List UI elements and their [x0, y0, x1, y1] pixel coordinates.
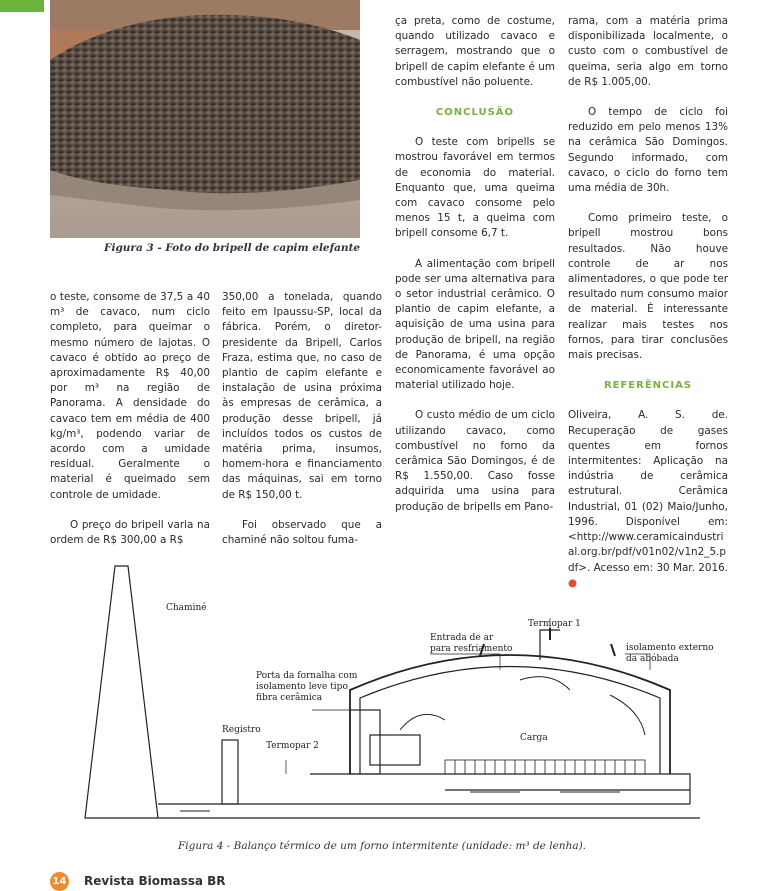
flow-arrows	[180, 677, 645, 811]
bripell-photo	[50, 0, 360, 238]
section-heading-conclusao: CONCLUSÃO	[435, 107, 515, 119]
paragraph: rama, com a matéria prima disponibilizada localmente, o custo com o combustível de queima, seria algo em torno de R$ 1.005,00.	[568, 15, 728, 88]
load-grid	[445, 760, 645, 774]
figure4-caption: Figura 4 - Balanço térmico de um forno intermitente (unidade: m³ de lenha).	[178, 840, 587, 852]
paragraph: Como primeiro teste, o bripell mostrou bons resultados. Não houve controle de ar nos alimentadores, o que pode ter resultado num consumo maior de material. É interessante realizar mais testes nos fornos, para tirar conclusões mais precisas.	[568, 212, 728, 362]
text-column-3	[395, 14, 555, 515]
register-shape	[222, 740, 238, 804]
label-door: Porta da fornalha com	[256, 671, 358, 681]
label-air-inlet: Entrada de ar	[430, 633, 494, 643]
paragraph: O preço do bripell varia na ordem de R$ 300,00 a R$	[50, 518, 210, 547]
page-number: 14	[50, 872, 69, 891]
label-door-2: isolamento leve tipo	[256, 682, 348, 692]
paragraph: O tempo de ciclo foi reduzido em pelo menos 13% na cerâmica São Domingos. Segundo informado, com cavaco, o ciclo do forno tem uma média de 30h.	[568, 106, 728, 195]
label-insulation-2: da abóbada	[626, 654, 679, 664]
label-register: Registro	[222, 725, 261, 735]
figure3-caption: Figura 3 - Foto do bripell de capim elefante	[104, 242, 361, 254]
section-color-tab	[0, 0, 44, 12]
end-mark: ●	[568, 576, 578, 589]
text-column-4	[568, 14, 728, 591]
kiln-diagram	[50, 560, 728, 838]
reference-text: Oliveira, A. S. de. Recuperação de gases quentes em fornos intermitentes: Aplicação na indústria de cerâmica estrutural. Cerâmica Industrial, 01 (02) Maio/Junho, 1996. Disponível em: <http://www.ceramicaindustrial.org.br/pdf/v01n02/v1n2_5.pdf>. Acesso em: 30 Mar. 2016.	[568, 409, 728, 574]
section-heading-referencias: REFERÊNCIAS	[603, 380, 693, 392]
label-air-inlet-2: para resfriamento	[430, 644, 513, 654]
magazine-name: Revista Biomassa BR	[84, 874, 226, 888]
kiln-vault	[350, 655, 670, 774]
label-thermocouple-2: Termopar 2	[266, 741, 319, 751]
paragraph: Foi observado que a chaminé não soltou fuma-	[222, 518, 382, 547]
paragraph: 350,00 a tonelada, quando feito em Ipaussu-SP, local da fábrica. Porém, o diretor-presidente da Bripell, Carlos Fraza, estima que, no caso de plantio de capim elefante e instalação de usina próxima às empresas de cerâmica, a produção desse bripell, já incluídos todos os custos de matéria prima, insumos, homem-hora e financiamento das máquinas, sai em torno de R$ 150,00 t.	[222, 291, 382, 501]
paragraph: ça preta, como de costume, quando utilizado cavaco e serragem, mostrando que o bripell de capim elefante é um combustível não poluente.	[395, 15, 555, 88]
paragraph: A alimentação com bripell pode ser uma alternativa para o setor industrial cerâmico. O plantio de capim elefante, a aquisição de uma usina para produção de bripell, na região de Panorama, é uma opção economicamente favorável ao material utilizado hoje.	[395, 257, 555, 392]
label-load: Carga	[520, 733, 548, 743]
label-thermocouple-1: Termopar 1	[528, 619, 581, 629]
flue-duct	[158, 804, 700, 818]
text-column-1	[50, 290, 210, 548]
label-chimney: Chaminé	[166, 603, 207, 613]
label-door-3: fibra cerâmica	[256, 693, 323, 703]
chimney-shape	[85, 566, 158, 818]
paragraph: o teste, consome de 37,5 a 40 m³ de cavaco, num ciclo completo, para queimar o mesmo número de lajotas. O cavaco é obtido ao preço de aproximadamente R$ 40,00 por m³ na região de Panorama. A densidade do cavaco tem em média de 400 kg/m³, podendo variar de acordo com a umidade residual. Geralmente o material é queimado sem controle de umidade.	[50, 291, 210, 501]
label-insulation: isolamento externo	[626, 643, 714, 653]
text-column-2	[222, 290, 382, 548]
paragraph: O teste com bripells se mostrou favorável em termos de economia do material. Enquanto que, uma queima com cavaco consome pelo menos 15 t, a queima com bripell consome 6,7 t.	[395, 136, 555, 240]
paragraph: O custo médio de um ciclo utilizando cavaco, como combustível no forno da cerâmica São Domingos, é de R$ 1.550,00. Caso fosse adquirida uma usina para produção de bripells em Pano-	[395, 409, 555, 513]
